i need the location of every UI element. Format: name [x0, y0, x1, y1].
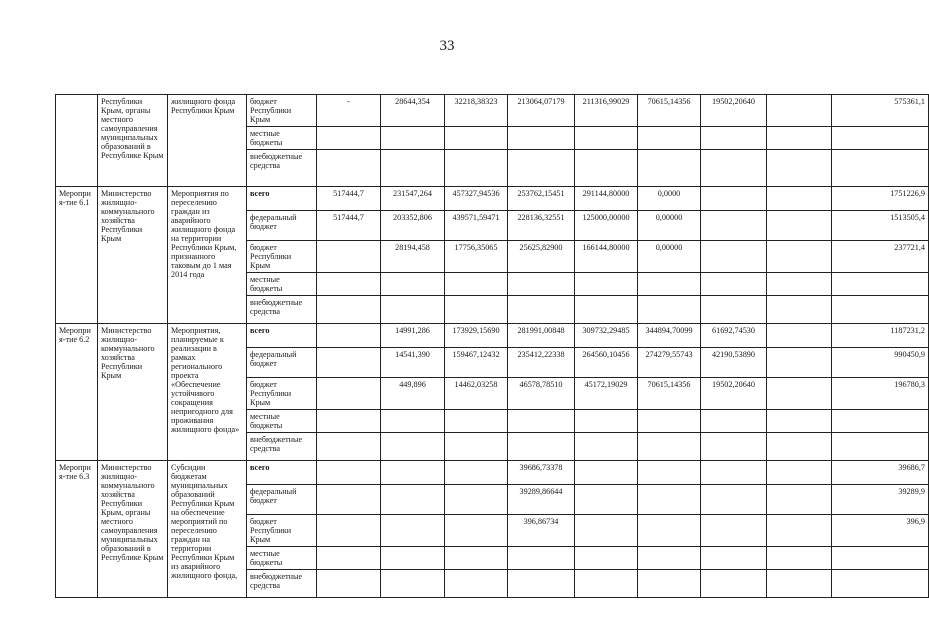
- value-cell: 61692,74530: [701, 324, 767, 348]
- value-cell: [381, 570, 445, 598]
- value-cell: [575, 570, 638, 598]
- value-cell: [638, 127, 701, 150]
- total-cell: 1513505,4: [832, 211, 929, 241]
- value-cell: 45172,19029: [575, 378, 638, 410]
- value-cell: 19502,20640: [701, 378, 767, 410]
- value-cell: [701, 150, 767, 187]
- value-cell: 159467,12432: [445, 348, 508, 378]
- value-cell: 203352,806: [381, 211, 445, 241]
- value-cell: [575, 547, 638, 570]
- value-cell: [445, 547, 508, 570]
- funding-source: всего: [247, 187, 317, 211]
- value-cell: 309732,29485: [575, 324, 638, 348]
- activity-label: Мероприя-тие 6.3: [56, 461, 98, 598]
- table-row: [56, 95, 929, 127]
- value-cell: [638, 570, 701, 598]
- executor-cell: Республики Крым, органы местного самоуправления муниципальных образований в Республике Крым: [98, 95, 168, 187]
- value-cell: 396,86734: [508, 515, 575, 547]
- funding-source: внебюджетные средства: [247, 570, 317, 598]
- value-cell: 125000,00000: [575, 211, 638, 241]
- value-cell: 264560,10456: [575, 348, 638, 378]
- funding-source: федеральный бюджет: [247, 211, 317, 241]
- value-cell: 228136,32551: [508, 211, 575, 241]
- value-cell: [317, 378, 381, 410]
- value-cell: [701, 296, 767, 324]
- total-cell: 990450,9: [832, 348, 929, 378]
- value-cell: [508, 127, 575, 150]
- value-cell: 173929,15690: [445, 324, 508, 348]
- funding-source: местные бюджеты: [247, 127, 317, 150]
- value-cell: [508, 273, 575, 296]
- value-cell: [701, 211, 767, 241]
- value-cell: [508, 410, 575, 433]
- value-cell: [767, 324, 832, 348]
- value-cell: [767, 211, 832, 241]
- funding-source: всего: [247, 461, 317, 485]
- value-cell: [767, 378, 832, 410]
- value-cell: [317, 127, 381, 150]
- value-cell: [575, 296, 638, 324]
- value-cell: 25625,82900: [508, 241, 575, 273]
- funding-source: внебюджетные средства: [247, 150, 317, 187]
- table-row: [56, 187, 929, 211]
- description-cell: Субсидии бюджетам муниципальных образований Республики Крым на обеспечение мероприятий по переселению граждан на территории Республики Крым из аварийного жилищного фонда,: [168, 461, 247, 598]
- total-cell: [832, 273, 929, 296]
- value-cell: [381, 127, 445, 150]
- value-cell: [767, 570, 832, 598]
- value-cell: [508, 150, 575, 187]
- budget-table: [55, 94, 929, 598]
- funding-source: местные бюджеты: [247, 273, 317, 296]
- value-cell: [317, 485, 381, 515]
- value-cell: [381, 461, 445, 485]
- value-cell: [317, 547, 381, 570]
- value-cell: 28644,354: [381, 95, 445, 127]
- value-cell: [701, 273, 767, 296]
- value-cell: [575, 273, 638, 296]
- value-cell: [317, 348, 381, 378]
- value-cell: 291144,80000: [575, 187, 638, 211]
- value-cell: [381, 410, 445, 433]
- value-cell: [701, 461, 767, 485]
- value-cell: [445, 570, 508, 598]
- value-cell: [445, 485, 508, 515]
- value-cell: 213064,07179: [508, 95, 575, 127]
- funding-source: бюджет Республики Крым: [247, 241, 317, 273]
- executor-cell: Министерство жилищно-коммунального хозяйства Республики Крым: [98, 187, 168, 324]
- value-cell: [638, 433, 701, 461]
- value-cell: 457327,94536: [445, 187, 508, 211]
- value-cell: [381, 485, 445, 515]
- value-cell: [508, 433, 575, 461]
- description-cell: жилищного фонда Республики Крым: [168, 95, 247, 187]
- funding-source: бюджет Республики Крым: [247, 378, 317, 410]
- value-cell: 0,00000: [638, 211, 701, 241]
- value-cell: 517444,7: [317, 211, 381, 241]
- value-cell: [767, 241, 832, 273]
- value-cell: [508, 570, 575, 598]
- total-cell: 396,9: [832, 515, 929, 547]
- value-cell: 70615,14356: [638, 95, 701, 127]
- activity-label: Мероприя-тие 6.2: [56, 324, 98, 461]
- value-cell: [767, 433, 832, 461]
- value-cell: [638, 296, 701, 324]
- table-row: [56, 324, 929, 348]
- value-cell: [638, 461, 701, 485]
- value-cell: [638, 547, 701, 570]
- value-cell: 166144,80000: [575, 241, 638, 273]
- total-cell: 1187231,2: [832, 324, 929, 348]
- value-cell: 17756,35065: [445, 241, 508, 273]
- value-cell: [638, 485, 701, 515]
- value-cell: 439571,59471: [445, 211, 508, 241]
- value-cell: 39686,73378: [508, 461, 575, 485]
- funding-source: бюджет Республики Крым: [247, 95, 317, 127]
- value-cell: [701, 187, 767, 211]
- total-cell: [832, 296, 929, 324]
- value-cell: [575, 515, 638, 547]
- value-cell: [701, 570, 767, 598]
- value-cell: 0,00000: [638, 241, 701, 273]
- description-cell: Мероприятия, планируемые к реализации в рамках регионального проекта «Обеспечение устойчивого сокращения непригодного для проживания жилищного фонда»: [168, 324, 247, 461]
- total-cell: 39289,9: [832, 485, 929, 515]
- value-cell: [701, 410, 767, 433]
- value-cell: [445, 515, 508, 547]
- funding-source: внебюджетные средства: [247, 433, 317, 461]
- value-cell: [381, 150, 445, 187]
- value-cell: [767, 410, 832, 433]
- value-cell: 344894,70099: [638, 324, 701, 348]
- value-cell: 39289,86644: [508, 485, 575, 515]
- value-cell: [445, 461, 508, 485]
- value-cell: [445, 127, 508, 150]
- value-cell: 14541,390: [381, 348, 445, 378]
- value-cell: 32218,38323: [445, 95, 508, 127]
- value-cell: [317, 324, 381, 348]
- value-cell: 70615,14356: [638, 378, 701, 410]
- value-cell: [381, 433, 445, 461]
- value-cell: [767, 150, 832, 187]
- value-cell: [445, 150, 508, 187]
- total-cell: [832, 570, 929, 598]
- value-cell: [317, 515, 381, 547]
- value-cell: [767, 547, 832, 570]
- value-cell: [381, 515, 445, 547]
- value-cell: 274279,55743: [638, 348, 701, 378]
- value-cell: [317, 241, 381, 273]
- value-cell: [317, 433, 381, 461]
- value-cell: [445, 273, 508, 296]
- value-cell: 14462,03258: [445, 378, 508, 410]
- activity-label: Мероприя-тие 6.1: [56, 187, 98, 324]
- table-row: [56, 461, 929, 485]
- funding-source: внебюджетные средства: [247, 296, 317, 324]
- funding-source: бюджет Республики Крым: [247, 515, 317, 547]
- value-cell: [767, 187, 832, 211]
- value-cell: [638, 150, 701, 187]
- value-cell: [317, 150, 381, 187]
- funding-source: федеральный бюджет: [247, 485, 317, 515]
- funding-source: федеральный бюджет: [247, 348, 317, 378]
- value-cell: [445, 410, 508, 433]
- value-cell: [701, 515, 767, 547]
- value-cell: [508, 547, 575, 570]
- value-cell: [638, 410, 701, 433]
- value-cell: 235412,22338: [508, 348, 575, 378]
- value-cell: [767, 95, 832, 127]
- value-cell: [317, 410, 381, 433]
- value-cell: [575, 461, 638, 485]
- value-cell: [767, 515, 832, 547]
- value-cell: [575, 485, 638, 515]
- value-cell: 42190,53890: [701, 348, 767, 378]
- value-cell: [317, 570, 381, 598]
- value-cell: [445, 296, 508, 324]
- value-cell: [575, 150, 638, 187]
- value-cell: [381, 273, 445, 296]
- value-cell: 231547,264: [381, 187, 445, 211]
- value-cell: 211316,99029: [575, 95, 638, 127]
- executor-cell: Министерство жилищно-коммунального хозяйства Республики Крым, органы местного самоуправления муниципальных образований в Республике Крым: [98, 461, 168, 598]
- value-cell: -: [317, 95, 381, 127]
- total-cell: [832, 547, 929, 570]
- value-cell: [381, 296, 445, 324]
- total-cell: [832, 127, 929, 150]
- value-cell: [638, 515, 701, 547]
- value-cell: [701, 127, 767, 150]
- value-cell: 449,896: [381, 378, 445, 410]
- value-cell: [317, 296, 381, 324]
- total-cell: [832, 433, 929, 461]
- funding-source: местные бюджеты: [247, 547, 317, 570]
- total-cell: 237721,4: [832, 241, 929, 273]
- value-cell: 14991,286: [381, 324, 445, 348]
- value-cell: [638, 273, 701, 296]
- value-cell: [701, 433, 767, 461]
- total-cell: [832, 150, 929, 187]
- funding-source: местные бюджеты: [247, 410, 317, 433]
- page-number: 33: [439, 38, 455, 54]
- value-cell: [575, 127, 638, 150]
- value-cell: 0,0000: [638, 187, 701, 211]
- value-cell: 46578,78510: [508, 378, 575, 410]
- value-cell: [701, 547, 767, 570]
- value-cell: 517444,7: [317, 187, 381, 211]
- total-cell: 1751226,9: [832, 187, 929, 211]
- total-cell: [832, 410, 929, 433]
- total-cell: 575361,1: [832, 95, 929, 127]
- value-cell: [767, 348, 832, 378]
- value-cell: 28194,458: [381, 241, 445, 273]
- total-cell: 196780,3: [832, 378, 929, 410]
- value-cell: [767, 485, 832, 515]
- value-cell: [508, 296, 575, 324]
- value-cell: [317, 461, 381, 485]
- value-cell: [767, 127, 832, 150]
- value-cell: [381, 547, 445, 570]
- value-cell: [701, 485, 767, 515]
- value-cell: [445, 433, 508, 461]
- activity-label: [56, 95, 98, 187]
- value-cell: [767, 273, 832, 296]
- value-cell: [701, 241, 767, 273]
- value-cell: [317, 273, 381, 296]
- value-cell: 19502,20640: [701, 95, 767, 127]
- value-cell: [767, 296, 832, 324]
- value-cell: [575, 433, 638, 461]
- value-cell: [767, 461, 832, 485]
- description-cell: Мероприятия по переселению граждан из аварийного жилищного фонда на территории Республики Крым, признанного таковым до 1 мая 2014 года: [168, 187, 247, 324]
- value-cell: [575, 410, 638, 433]
- value-cell: 253762,15451: [508, 187, 575, 211]
- total-cell: 39686,7: [832, 461, 929, 485]
- value-cell: 281991,00848: [508, 324, 575, 348]
- funding-source: всего: [247, 324, 317, 348]
- executor-cell: Министерство жилищно-коммунального хозяйства Республики Крым: [98, 324, 168, 461]
